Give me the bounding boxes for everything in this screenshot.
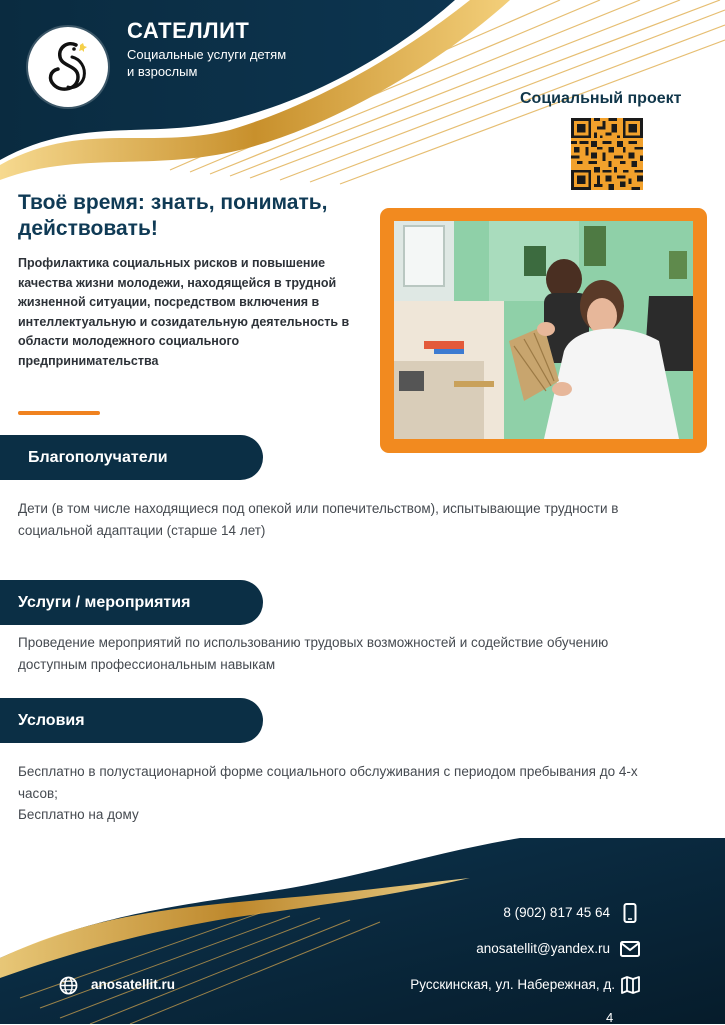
section-text-beneficiaries: Дети (в том числе находящиеся под опекой или попечительством), испытывающие трудности в социальной адаптации (старше 14 лет) — [18, 501, 619, 538]
phone-number[interactable]: 8 (902) 817 45 64 — [503, 905, 610, 920]
organization-subtitle: Социальные услуги детям и взрослым — [127, 47, 287, 79]
organization-name: САТЕЛЛИТ — [127, 18, 250, 43]
accent-divider — [18, 411, 100, 415]
conditions-line-2: Бесплатно на дому — [18, 807, 139, 822]
website-link[interactable]: anosatellit.ru — [91, 977, 176, 992]
mail-icon — [620, 941, 640, 957]
qr-code-icon[interactable] — [571, 118, 643, 190]
section-text-conditions — [18, 761, 678, 826]
email-address[interactable]: anosatellit@yandex.ru — [476, 941, 610, 956]
conditions-line-1: Бесплатно в полустационарной форме социального обслуживания с периодом пребывания до 4-х часов; — [18, 764, 638, 801]
map-icon — [621, 976, 640, 994]
section-header-services: Услуги / мероприятия — [0, 580, 263, 625]
project-description: Профилактика социальных рисков и повышение качества жизни молодежи, находящейся в трудной жизненной ситуации, посредством включения в интеллектуальную и созидательную деятельность в области молодежного социального предпринимательства — [18, 256, 350, 368]
project-label: Социальный проект — [520, 90, 682, 107]
street-address: Русскинская, ул. Набережная, д. — [410, 977, 615, 992]
workshop-photo — [394, 221, 693, 439]
section-text-services: Проведение мероприятий по использованию трудовых возможностей и содействие обучению доступным профессиональным навыкам — [18, 635, 609, 672]
swan-logo-icon — [28, 27, 108, 107]
globe-icon — [59, 976, 78, 995]
page-title: Твоё время: знать, понимать, действовать! — [18, 191, 328, 240]
section-header-conditions: Условия — [0, 698, 263, 743]
phone-icon — [623, 903, 637, 923]
footer-background — [0, 838, 725, 1024]
address-number: 4 — [606, 1010, 614, 1025]
section-header-beneficiaries: Благополучатели — [0, 435, 263, 480]
